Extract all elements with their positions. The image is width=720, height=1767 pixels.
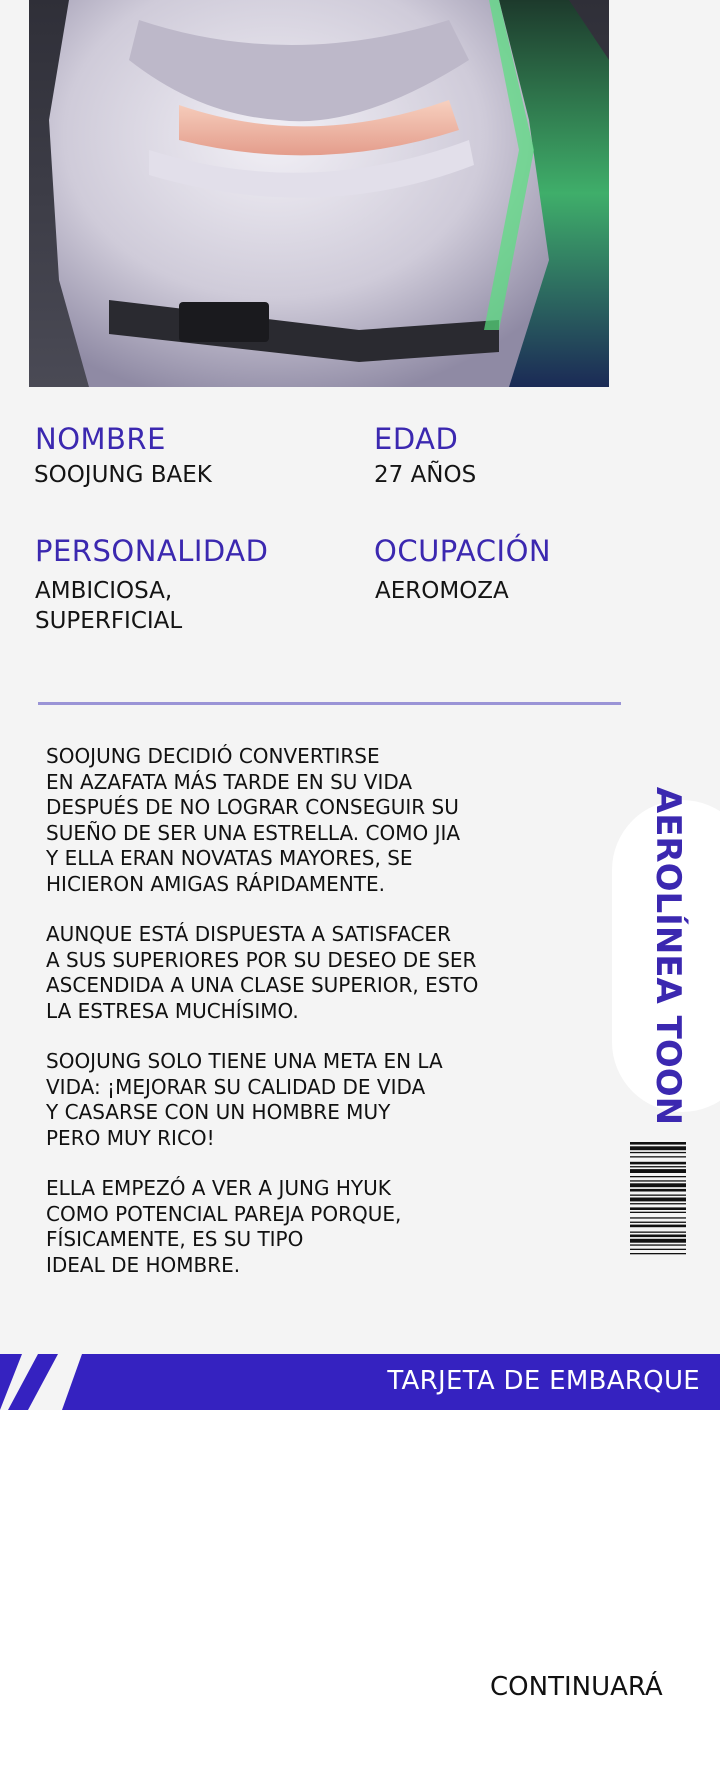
age-label: EDAD [374,422,459,456]
personality-value: AMBICIOSA, SUPERFICIAL [35,578,183,634]
bio-paragraph-2: AUNQUE ESTÁ DISPUESTA A SATISFACER A SUS SUPERIORES POR SU DESEO DE SER ASCENDIDA A UNA CLASE SUPERIOR, ESTO LA ESTRESA MUCHÍSIMO. [46,922,479,1023]
bio-paragraph-4: ELLA EMPEZÓ A VER A JUNG HYUK COMO POTENCIAL PAREJA PORQUE, FÍSICAMENTE, ES SU TIPO IDEAL DE HOMBRE. [46,1176,402,1277]
occupation-label: OCUPACIÓN [374,534,552,568]
bio-paragraph-3: SOOJUNG SOLO TIENE UNA META EN LA VIDA: ¡MEJORAR SU CALIDAD DE VIDA Y CASARSE CON UN HOMBRE MUY PERO MUY RICO! [46,1049,443,1150]
occupation-value: AEROMOZA [375,578,509,604]
barcode-icon [630,1142,686,1318]
boarding-pass-banner [0,1354,720,1410]
side-title-text: AEROLÍNEA TOON [648,786,688,1126]
banner-title: TARJETA DE EMBARQUE [387,1366,700,1396]
character-bio [46,744,506,1303]
continue-label: CONTINUARÁ [490,1672,663,1702]
age-value: 27 AÑOS [374,462,477,488]
name-label: NOMBRE [35,422,166,456]
character-illustration-art [29,0,609,387]
character-illustration [29,0,609,387]
personality-label: PERSONALIDAD [35,534,269,568]
section-divider [38,702,621,705]
bio-paragraph-1: SOOJUNG DECIDIÓ CONVERTIRSE EN AZAFATA MÁS TARDE EN SU VIDA DESPUÉS DE NO LOGRAR CONSEGUIR SU SUEÑO DE SER UNA ESTRELLA. COMO JIA Y ELLA ERAN NOVATAS MAYORES, SE HICIERON AMIGAS RÁPIDAMENTE. [46,744,461,896]
name-value: SOOJUNG BAEK [34,462,212,488]
